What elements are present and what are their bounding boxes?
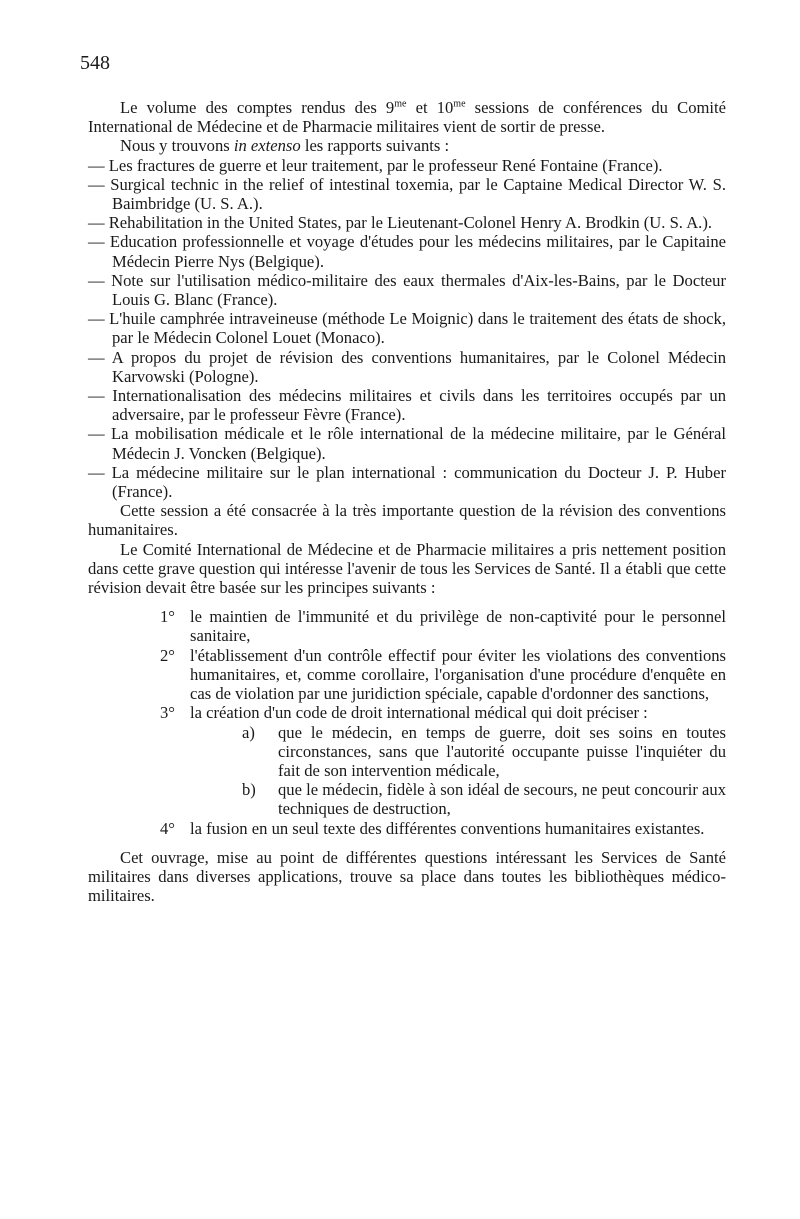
report-item: — Rehabilitation in the United States, par le Lieutenant-Colonel Henry A. Brodkin (U. S. A.).	[88, 213, 712, 233]
report-item: — Internationalisation des médecins militaires et civils dans les territoires occupés par un adversaire, par le professeur Fèvre (France).	[88, 386, 726, 425]
principle-3a: a) que le médecin, en temps de guerre, doit ses soins en toutes circonstances, sans que l'autorité occupante puisse l'inquiéter du fait de son intervention médicale,	[242, 722, 726, 780]
report-item: — Note sur l'utilisation médico-militaire des eaux thermales d'Aix-les-Bains, par le Docteur Louis G. Blanc (France).	[88, 270, 726, 310]
principle-1: 1° le maintien de l'immunité et du privilège de non-captivité pour le personnel sanitaire,	[160, 607, 726, 646]
report-item: — La mobilisation médicale et le rôle international de la médecine militaire, par le Général Médecin J. Voncken (Belgique).	[88, 424, 726, 463]
report-item: — A propos du projet de révision des conventions humanitaires, par le Colonel Médecin Karvowski (Pologne).	[88, 347, 726, 386]
report-item: — La médecine militaire sur le plan international : communication du Docteur J. P. Huber (France).	[88, 462, 726, 502]
report-item: — Les fractures de guerre et leur traitement, par le professeur René Fontaine (France).	[88, 155, 663, 175]
principle-2: 2° l'établissement d'un contrôle effectif pour éviter les violations des conventions humanitaires, et, comme corollaire, l'organisation d'une procédure d'enquête en cas de violation par une juridiction spéciale, capable d'ordonner des sanctions,	[160, 645, 726, 704]
principle-3: 3° la création d'un code de droit international médical qui doit préciser :	[160, 703, 648, 723]
page-number: 548	[80, 52, 110, 74]
article-body	[88, 98, 726, 905]
principle-3b: b) que le médecin, fidèle à son idéal de secours, ne peut concourir aux techniques de destruction,	[242, 780, 726, 819]
report-item: — L'huile camphrée intraveineuse (méthode Le Moignic) dans le traitement des états de shock, par le Médecin Colonel Louet (Monaco).	[88, 309, 726, 348]
conclusion-paragraph: Cet ouvrage, mise au point de différentes questions intéressant les Services de Santé militaires dans diverses applications, trouve sa place dans toutes les bibliothèques médico-militaires.	[88, 847, 726, 906]
committee-paragraph: Le Comité International de Médecine et de Pharmacie militaires a pris nettement position dans cette grave question qui intéresse l'avenir de tous les Services de Santé. Il a établi que cette révision devait être basée sur les principes suivants :	[88, 539, 726, 598]
principle-4: 4° la fusion en un seul texte des différentes conventions humanitaires existantes.	[160, 818, 705, 838]
report-item: — Education professionnelle et voyage d'études pour les médecins militaires, par le Capitaine Médecin Pierre Nys (Belgique).	[88, 232, 726, 271]
report-item: — Surgical technic in the relief of intestinal toxemia, par le Captaine Medical Director W. S. Baimbridge (U. S. A.).	[88, 174, 726, 214]
session-paragraph: Cette session a été consacrée à la très importante question de la révision des conventions humanitaires.	[88, 501, 726, 540]
reports-intro: Nous y trouvons in extenso les rapports suivants :	[120, 136, 450, 156]
intro-paragraph: Le volume des comptes rendus des $9^{me}$ et $10^{me}$ sessions de conférences du Comité International de Médecine et de Pharmacie militaires vient de sortir de presse.	[88, 98, 726, 137]
